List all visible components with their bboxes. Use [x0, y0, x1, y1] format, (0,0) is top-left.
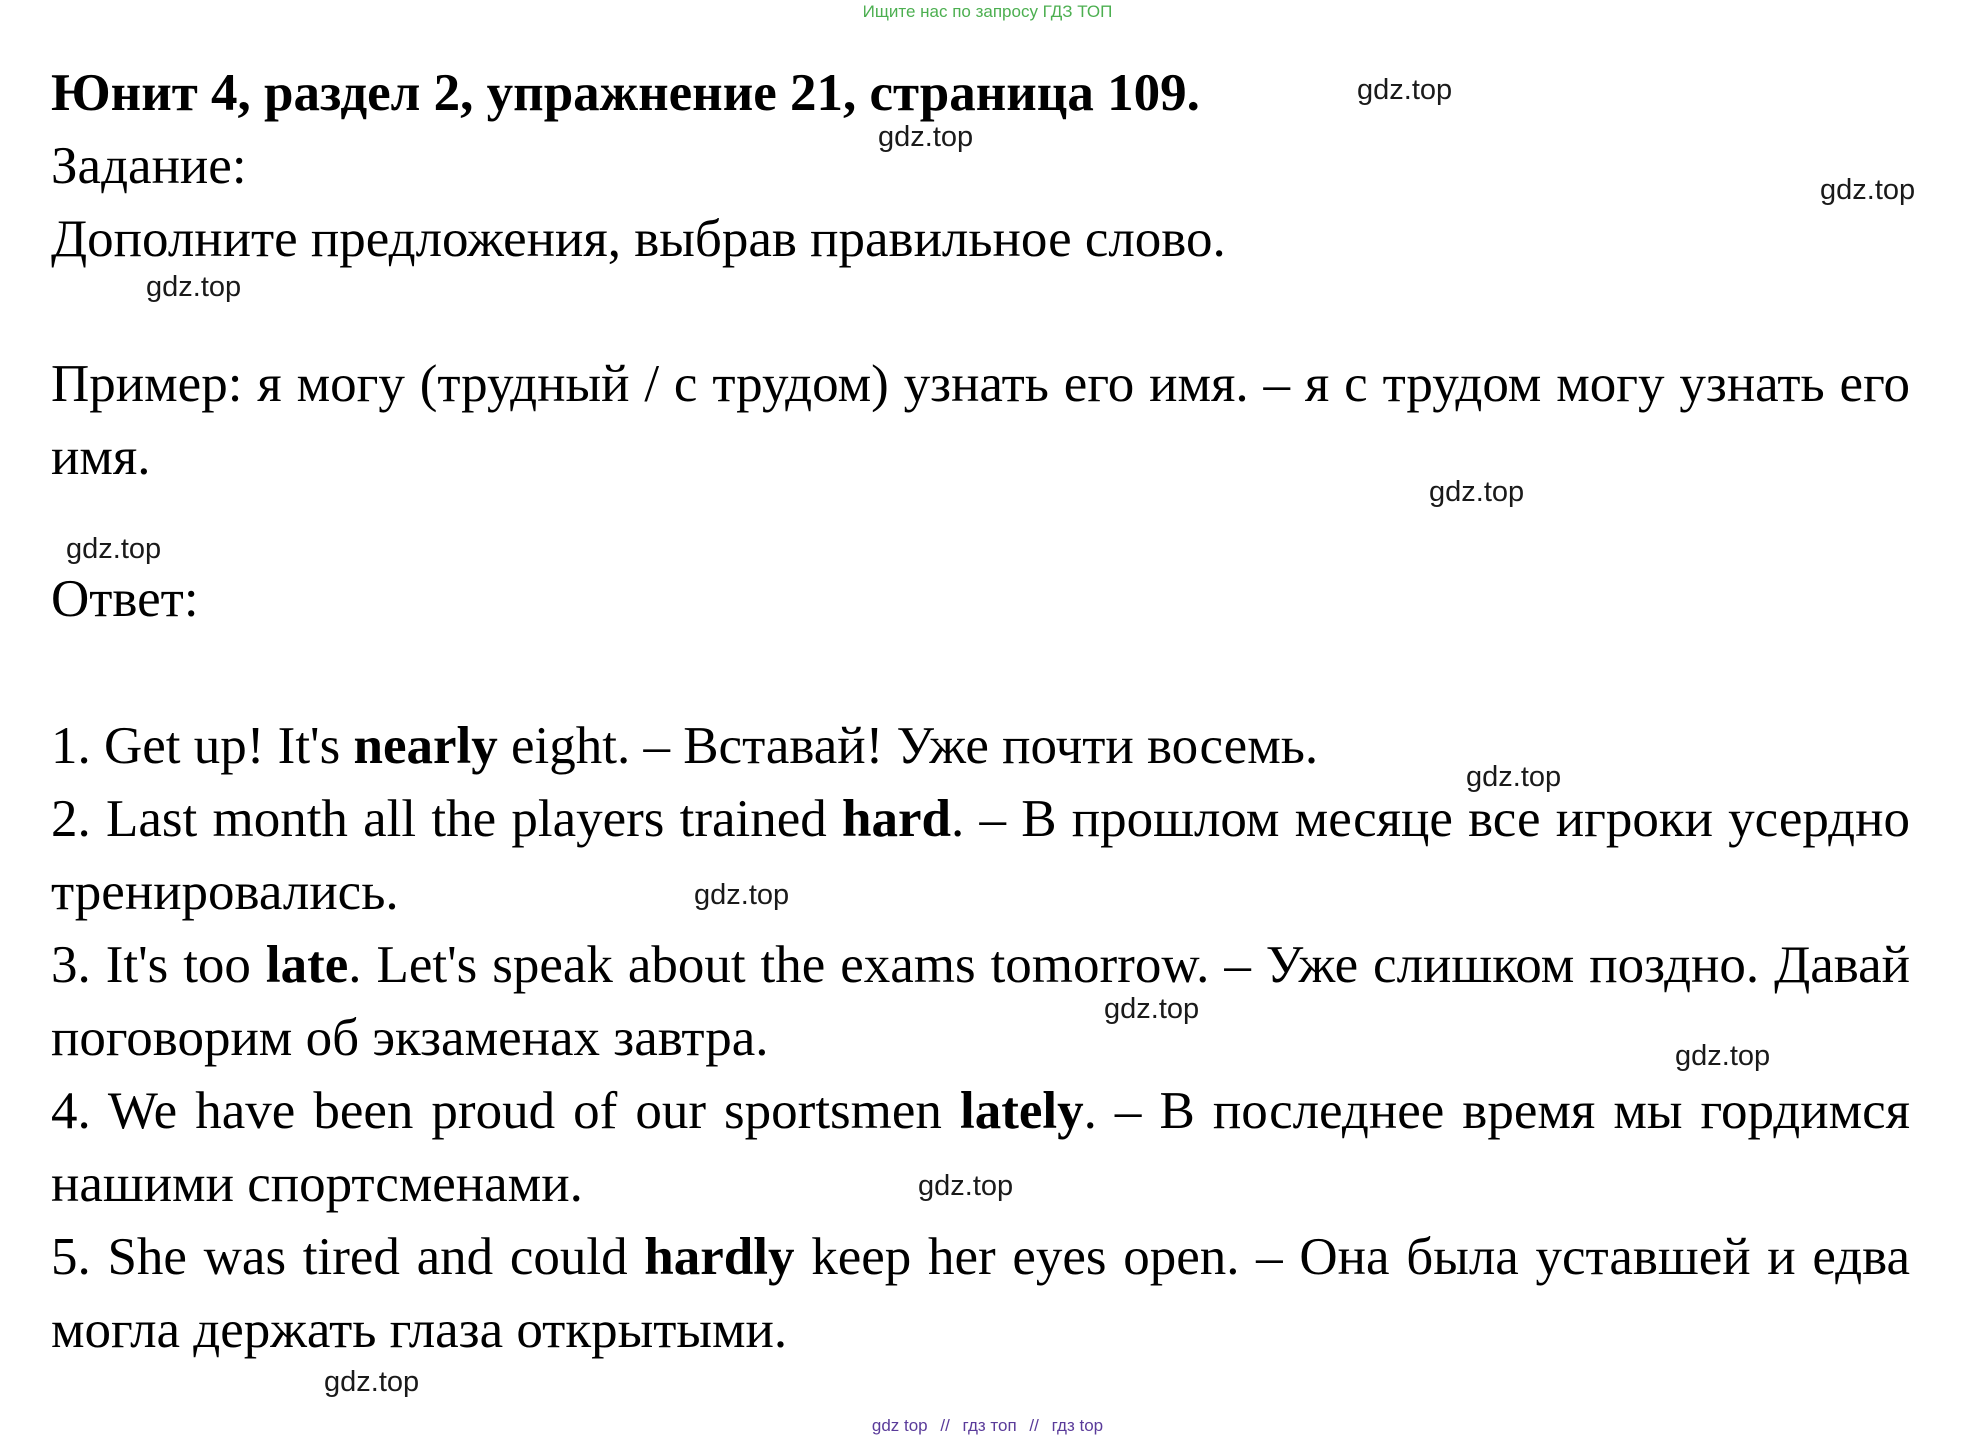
- answer-word: lately: [959, 1082, 1084, 1140]
- answer-word: late: [265, 936, 349, 994]
- spacer: [51, 276, 1910, 348]
- spacer: [51, 494, 1910, 563]
- watermark: gdz.top: [66, 533, 162, 565]
- watermark: gdz.top: [1104, 993, 1200, 1025]
- example-text: Пример: я могу (трудный / с трудом) узнать его имя. – я с трудом могу узнать его имя.: [51, 355, 1910, 486]
- answer-item-5: 5. She was tired and could hardly keep her eyes open. – Она была уставшей и едва могла держать глаза открытыми.: [51, 1228, 1910, 1359]
- watermark: gdz.top: [1357, 74, 1453, 106]
- footer-separator: //: [1029, 1416, 1039, 1435]
- answer-item-1: 1. Get up! It's nearly eight. – Вставай! Уже почти восемь.: [51, 717, 1319, 775]
- footer-links: [0, 1416, 1975, 1436]
- footer-link[interactable]: гдз top: [1051, 1416, 1104, 1435]
- watermark: gdz.top: [1820, 174, 1916, 206]
- answer-word: hard: [842, 790, 951, 848]
- spacer: [51, 636, 1910, 710]
- answer-word: hardly: [644, 1228, 795, 1286]
- answer-label: Ответ:: [51, 570, 199, 628]
- footer-link[interactable]: гдз топ: [962, 1416, 1017, 1435]
- watermark: gdz.top: [1675, 1040, 1771, 1072]
- watermark: gdz.top: [1466, 761, 1562, 793]
- footer-link[interactable]: gdz top: [871, 1416, 928, 1435]
- task-label: Задание:: [51, 137, 247, 195]
- watermark: gdz.top: [694, 879, 790, 911]
- page-title: Юнит 4, раздел 2, упражнение 21, страница 109.: [51, 64, 1200, 122]
- watermark: gdz.top: [878, 121, 974, 153]
- answer-word: nearly: [353, 717, 498, 775]
- footer-separator: //: [940, 1416, 950, 1435]
- answer-item-3: 3. It's too late. Let's speak about the exams tomorrow. – Уже слишком поздно. Давай поговорим об экзаменах завтра.: [51, 936, 1910, 1067]
- top-banner: Ищите нас по запросу ГДЗ ТОП: [862, 2, 1113, 21]
- answer-list: [51, 710, 1910, 1367]
- watermark: gdz.top: [1429, 476, 1525, 508]
- answer-item-2: 2. Last month all the players trained hard. – В прошлом месяце все игроки усердно тренировались.: [51, 790, 1911, 921]
- task-text: Дополните предложения, выбрав правильное слово.: [51, 210, 1226, 268]
- answer-item-4: 4. We have been proud of our sportsmen lately. – В последнее время мы гордимся нашими спортсменами.: [51, 1082, 1911, 1213]
- watermark: gdz.top: [324, 1366, 420, 1398]
- watermark: gdz.top: [146, 271, 242, 303]
- watermark: gdz.top: [918, 1170, 1014, 1202]
